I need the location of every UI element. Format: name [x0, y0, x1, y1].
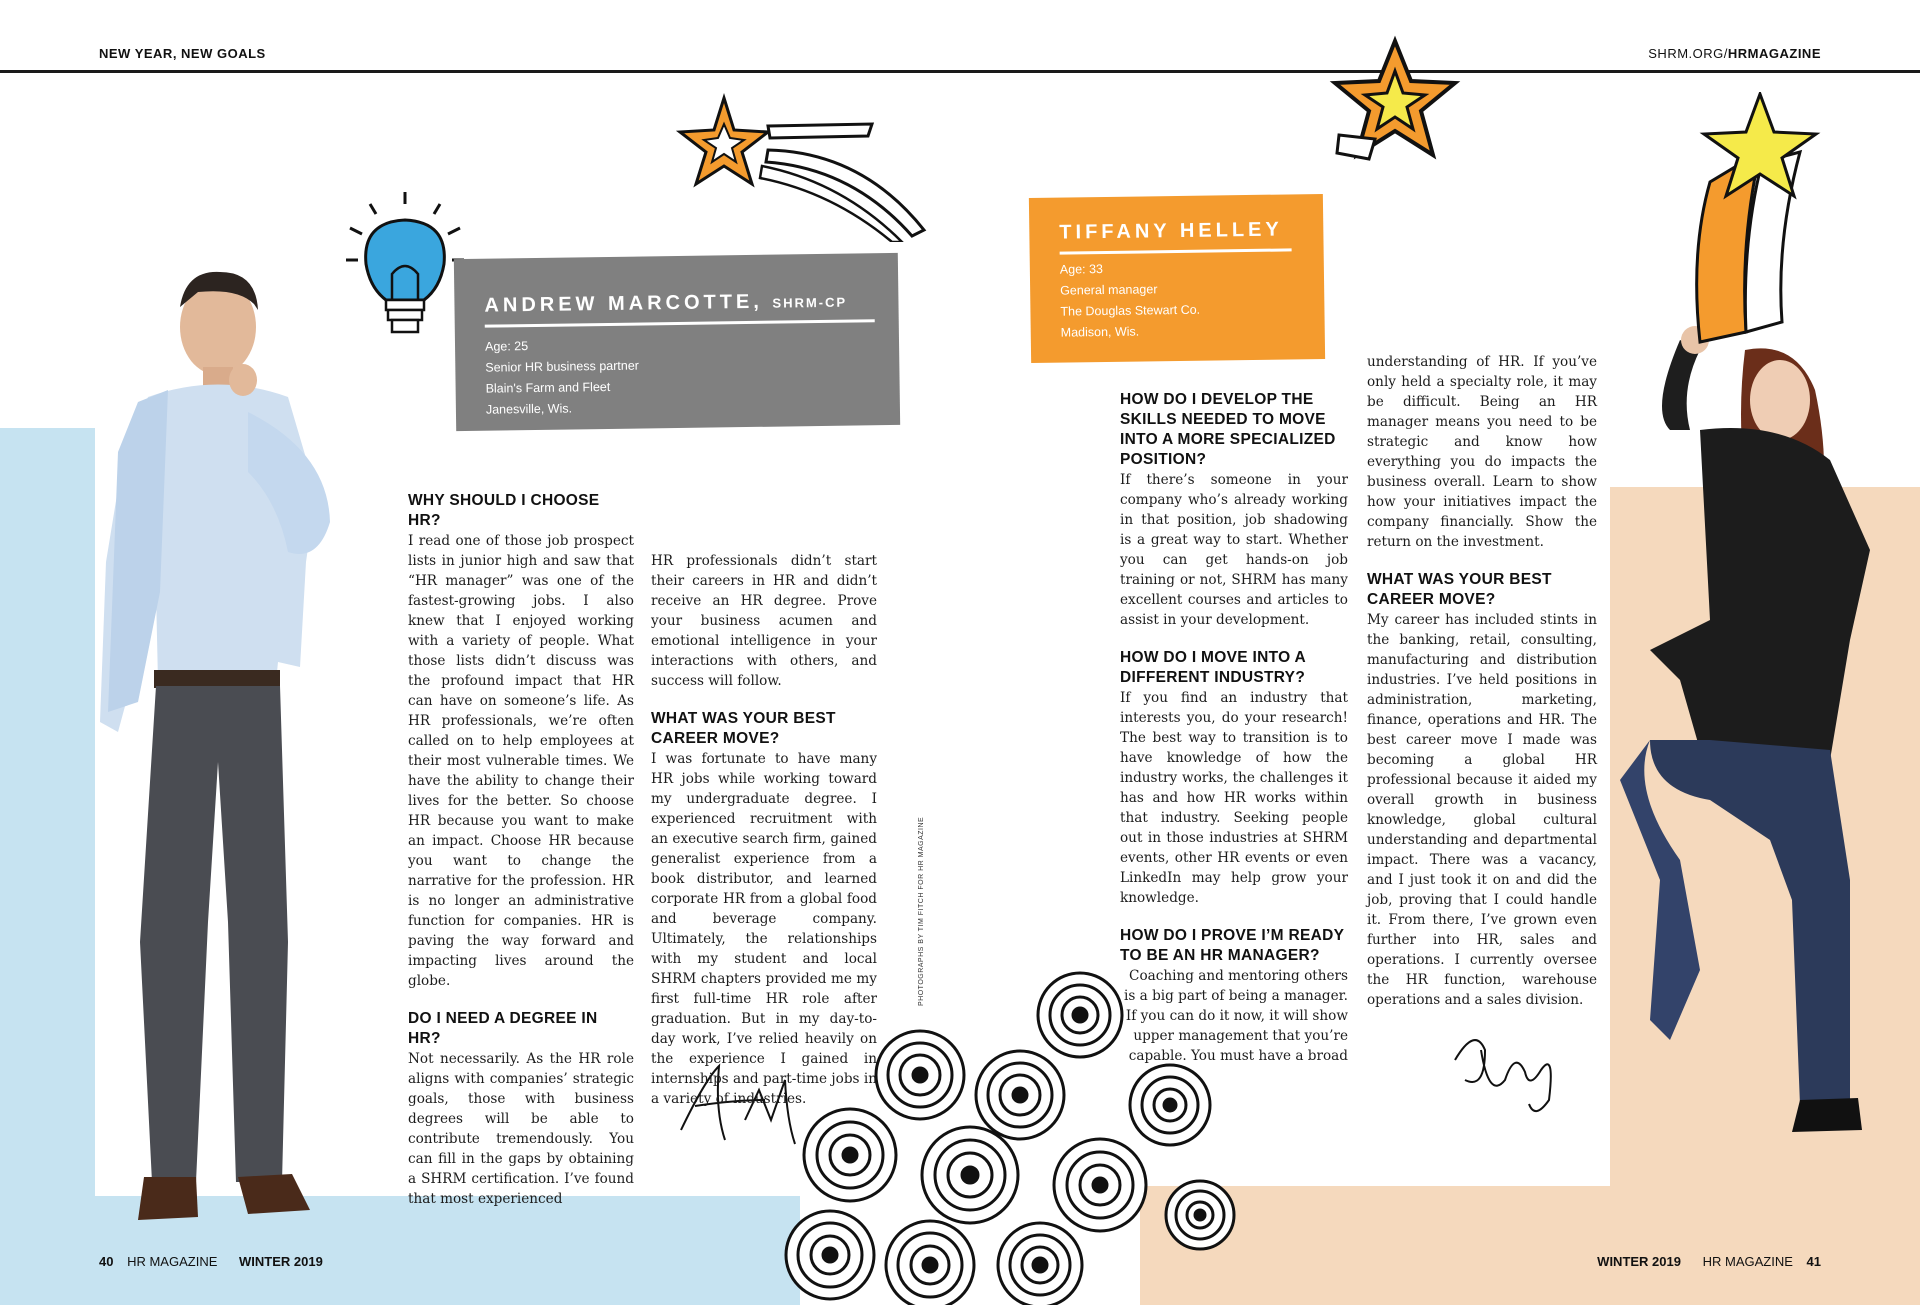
tiffany-company: The Douglas Stewart Co.: [1060, 302, 1201, 319]
andrew-photo: [78, 262, 408, 1222]
question-best-career-move-andrew: WHAT WAS YOUR BEST CAREER MOVE?: [651, 710, 836, 747]
andrew-name: ANDREW MARCOTTE,: [484, 290, 764, 317]
answer-why-choose-hr: I read one of those job prospect lists in junior high and saw that “HR manager” was one of the fastest-growing jobs. I also knew that I enjoyed working with a variety of people. What those lists didn’t discuss was the profound impact that HR can have on someone’s life. As HR professionals, we’re often called on to help employees at their most vulnerable times. We have the ability to change their lives for the better. So choose HR because you want to make an impact. Choose HR because you want to change the narrative for the profession. HR is no longer an administrative function for companies. HR is paving the way forward and impacting lives around the globe.: [408, 533, 634, 989]
right-column-2: [1367, 352, 1597, 1010]
issue-right: WINTER 2019: [1597, 1254, 1681, 1269]
star-icon: [1325, 35, 1465, 170]
page-number-right: 41: [1806, 1254, 1821, 1269]
question-ready-hr-manager: HOW DO I PROVE I’M READY TO BE AN HR MANAGER?: [1120, 927, 1344, 964]
question-why-choose-hr: WHY SHOULD I CHOOSE HR?: [408, 492, 600, 529]
left-column-1: [408, 491, 634, 1209]
left-column-2: [651, 551, 877, 1109]
held-star-icon: [1650, 92, 1830, 352]
section-title: NEW YEAR, NEW GOALS: [99, 46, 266, 61]
name-underline: [1060, 248, 1292, 254]
answer-develop-skills: If there’s someone in your company who’s already working in that position, job shadowing is a great way to start. Whether you can get hands-on job training or not, SHRM has many excellent courses and articles to assist in your development.: [1120, 472, 1348, 628]
right-column-1: [1120, 390, 1348, 1066]
name-underline: [485, 319, 875, 327]
andrew-company: Blain's Farm and Fleet: [485, 379, 611, 396]
site-url[interactable]: SHRM.ORG/HRMAGAZINE: [1648, 46, 1821, 61]
andrew-title: Senior HR business partner: [485, 358, 639, 375]
magazine-name-left: HR MAGAZINE: [127, 1254, 218, 1269]
page-number-left: 40: [99, 1254, 114, 1269]
magazine-name-right: HR MAGAZINE: [1702, 1254, 1793, 1269]
photo-credit: PHOTOGRAPHS BY TIM FITCH FOR HR MAGAZINE: [918, 816, 925, 1006]
tiffany-name: TIFFANY HELLEY: [1059, 218, 1283, 244]
lightbulb-icon: [340, 190, 470, 350]
shooting-star-icon: [672, 92, 932, 242]
footer-left: [99, 1254, 323, 1269]
andrew-location: Janesville, Wis.: [485, 401, 573, 417]
answer-ready-hr-manager-continued: understanding of HR. If you’ve only held a specialty role, it may be difficult. Being an HR manager means you need to be strategic and know how everything you do impacts the business overall. Learn to show how your initiatives impact the company financially. Show the return on the investment.: [1367, 354, 1597, 550]
tiffany-age: Age: 33: [1059, 262, 1104, 277]
answer-ready-hr-manager: Coaching and mentoring others is a big part of being a manager. If you can do it now, it will show upper management that you’re capable. You must have a broad: [1124, 968, 1348, 1064]
footer-right: [1597, 1254, 1821, 1269]
issue-left: WINTER 2019: [239, 1254, 323, 1269]
answer-best-career-move-andrew: I was fortunate to have many HR jobs while working toward my undergraduate degree. I experienced recruitment with an executive search firm, gained generalist experience from a book distributor, and learned corporate HR from a global food and beverage company. Ultimately, the relationships with my student and local SHRM chapters provided me my first full-time HR role after graduation. But in my day-to-day work, I’ve relied heavily on the experience I gained in internships and part-time jobs in a variety of industries.: [651, 751, 877, 1107]
tiffany-location: Madison, Wis.: [1060, 324, 1140, 340]
question-develop-skills: HOW DO I DEVELOP THE SKILLS NEEDED TO MOVE INTO A MORE SPECIALIZED POSITION?: [1120, 391, 1336, 468]
answer-different-industry: If you find an industry that interests you, do your research! The best way to transition is to have knowledge of how the industry works, the challenges it has and how HR works within that industry. Seeking people out in those industries at SHRM events, other HR events or even LinkedIn may help grow your knowledge.: [1120, 690, 1348, 906]
header-rule: [0, 70, 1920, 73]
tiffany-info-box: [1029, 194, 1325, 363]
question-different-industry: HOW DO I MOVE INTO A DIFFERENT INDUSTRY?: [1120, 649, 1306, 686]
answer-degree-in-hr: Not necessarily. As the HR role aligns with companies’ strategic goals, those with business degrees will be able to contribute tremendously. You can fill in the gaps by obtaining a SHRM certification. I’ve found that most experienced: [408, 1051, 634, 1207]
tiffany-title: General manager: [1060, 282, 1158, 298]
andrew-age: Age: 25: [484, 339, 529, 354]
question-best-career-move-tiffany: WHAT WAS YOUR BEST CAREER MOVE?: [1367, 571, 1552, 608]
andrew-info-box: [454, 253, 900, 431]
andrew-credential: SHRM-CP: [772, 294, 848, 311]
answer-degree-in-hr-continued: HR professionals didn’t start their careers in HR and didn’t receive an HR degree. Prove your business acumen and emotional intelligence in your interactions with others, and success will follow.: [651, 553, 877, 689]
answer-best-career-move-tiffany: My career has included stints in the banking, retail, consulting, manufacturing and distribution industries. I’ve held positions in administration, marketing, finance, operations and HR. The best career move I made was becoming a global HR professional because it aided my overall growth in business knowledge, global cultural understanding and departmental impact. There was a vacancy, and I just took it on and did the job, proving that I could handle it. From there, I’ve grown even further into HR, sales and operations. I currently oversee the HR function, warehouse operations and a sales division.: [1367, 612, 1597, 1008]
tiffany-signature: [1445, 1020, 1575, 1120]
question-degree-in-hr: DO I NEED A DEGREE IN HR?: [408, 1010, 598, 1047]
